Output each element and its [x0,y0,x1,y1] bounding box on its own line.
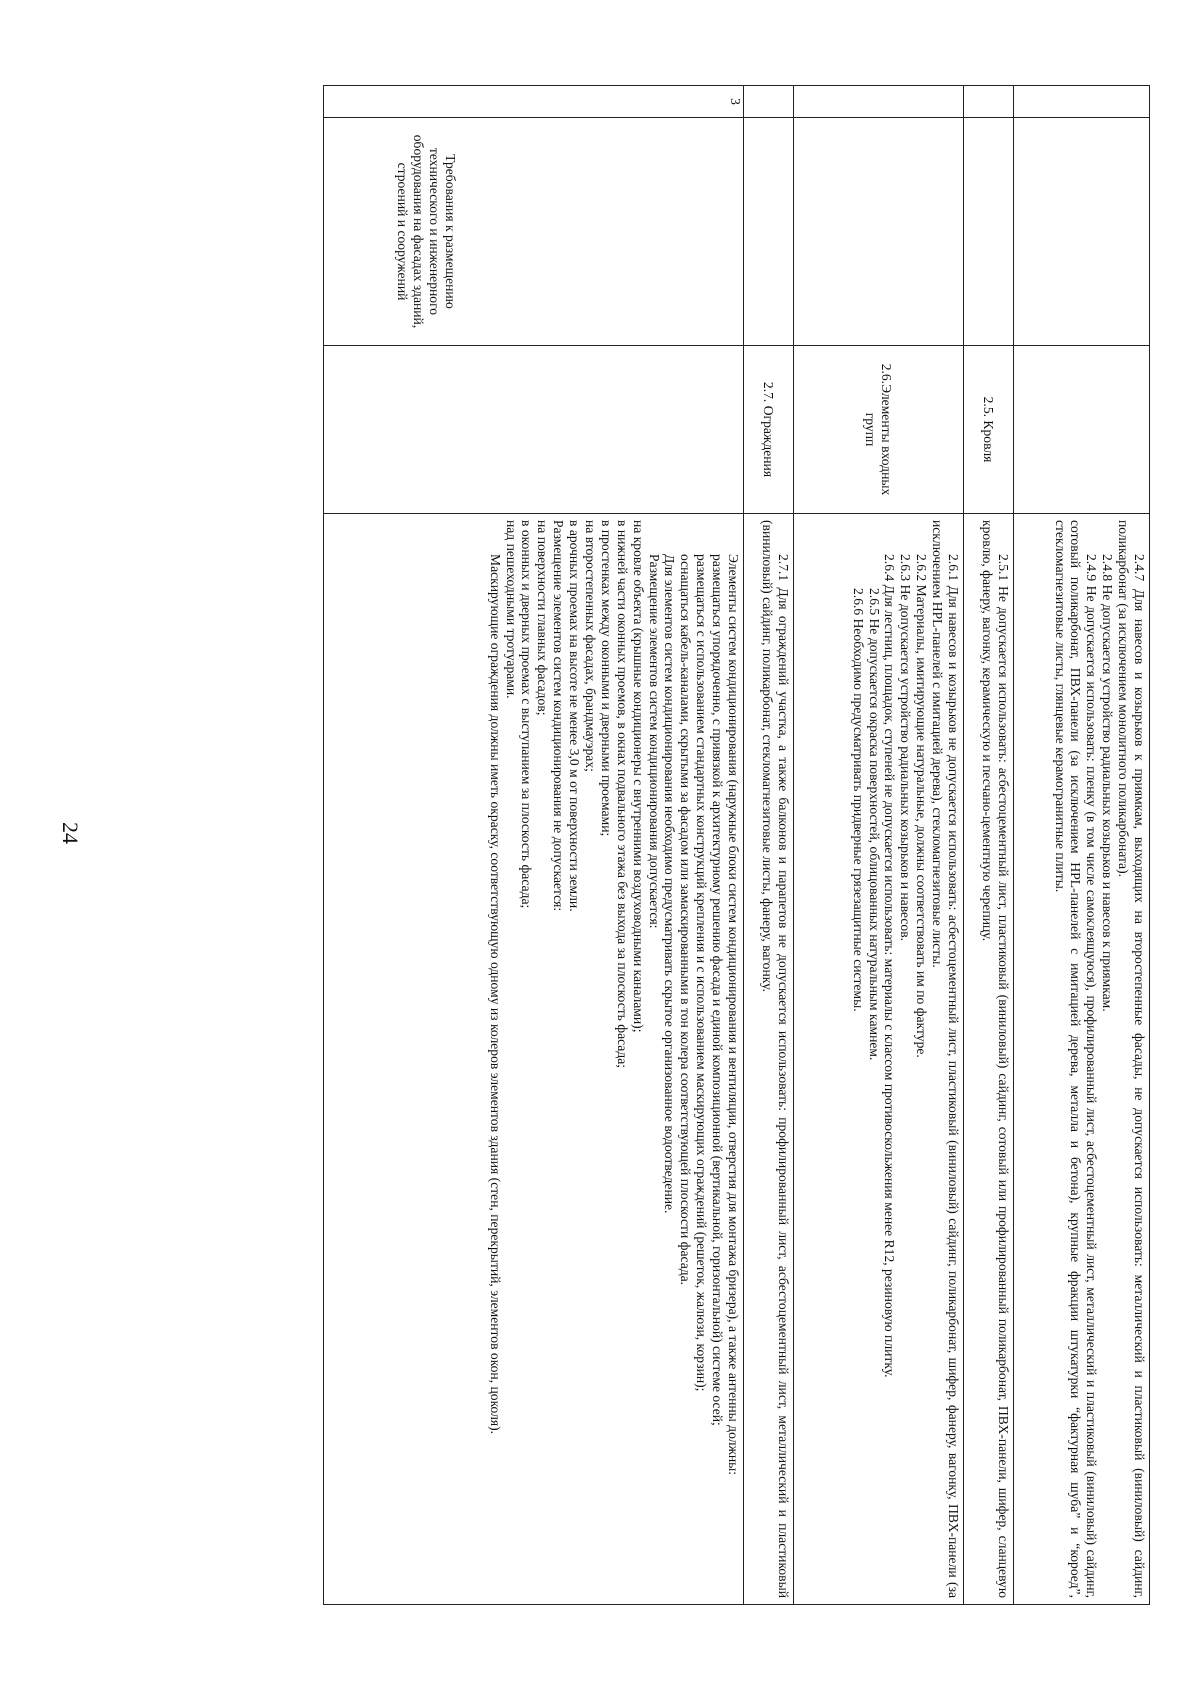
requirements-cell [794,514,964,1605]
paragraph: оснащаться кабель-каналами, скрытыми за фасадом или замаскированными в тон колера соответствующей плоскости фасада. [678,554,694,1286]
list-item: в оконных и дверных проемах с выступанием за плоскость фасада; [519,520,535,909]
subsection-title-fences: 2.7. Ограждения [744,346,794,514]
paragraph: Элементы систем кондиционирования (наружные блоки систем кондиционирования и вентиляции, отверстия для монтажа бризера), а также антенны должны: [726,554,741,1476]
requirements-table [323,85,1150,1605]
list-item: на кровле объекта (крышные кондиционеры с внутренними воздуховодными каналами); [630,520,646,1033]
table-row [794,86,964,1605]
clause-2-6-5: 2.6.5 Не допускается окраска поверхностей, облицованных натуральным камнем. [866,588,882,1061]
clause-2-6-3: 2.6.3 Не допускается устройство радиальных козырьков и навесов. [898,554,914,942]
clause-2-6-2: 2.6.2 Материалы, имитирующие натуральные, должны соответствовать им по фактуре. [914,554,930,1058]
subsection-title-cell [324,346,744,514]
paragraph: Размещение элементов систем кондиционирования не допускается: [551,520,567,912]
requirements-cell [964,514,1014,1605]
clause-2-4-8: 2.4.8 Не допускается устройство радиальных козырьков и навесов к приямкам. [1100,554,1116,1012]
subsection-title-entrance-groups: 2.6.Элементы входных групп [794,346,964,514]
section-number-cell [1014,86,1150,118]
section-title-cell [794,118,964,346]
section-title-cell [744,118,794,346]
table-row [324,86,744,1605]
list-item: над пешеходными тротуарами. [503,520,519,699]
page-number: 24 [58,822,83,844]
table-row [744,86,794,1605]
subsection-title-cell [1014,346,1150,514]
table-row [964,86,1014,1605]
requirements-cell [744,514,794,1605]
section-title-cell [1014,118,1150,346]
requirements-cell [1014,514,1150,1605]
section-number-cell [794,86,964,118]
paragraph: Маскирующие ограждения должны иметь окраску, соответствующую одному из колеров элементов здания (стен, перекрытий, элементов окон, цоколя). [487,554,503,1435]
list-item: в арочных проемах на высоте не менее 3,0 м от поверхности земли. [567,520,583,912]
clause-2-5-1: 2.5.1 Не допускается использовать: асбестоцементный лист, пластиковый (виниловый) сайдинг, сотовый или профилированный поликарбонат, ПВХ-панели, шифер, сланцевую кровлю, фанеру, вагонку, керамическую и песчано-цементную черепицу. [980,520,1011,1598]
paragraph: размещаться упорядоченно, с привязкой к архитектурному решению фасада и единой композиционной (вертикальной, горизонтальной) системе осей; [710,554,726,1426]
subsection-title-roof: 2.5. Кровля [964,346,1014,514]
section-title-cell [964,118,1014,346]
clause-2-4-9: 2.4.9 Не допускается использовать: пленку (в том числе самоклеящуюся), профилированный лист, асбестоцементный лист, металлический и пластиковый (виниловый) сайдинг, сотовый поликарбонат, ПВХ-панели (за исключением HPL-панелей с имитацией дерева, металла и бетона), крупные фракции штукатурки “фактурная шуба” и “короед”, стекломагнезитовые листы, глянцевые керамогранитные плиты. [1052,520,1100,1598]
list-item: в простенках между оконными и дверными проемами; [598,520,614,837]
list-item: на второстепенных фасадах, брандмауэрах; [582,520,598,772]
section-title-equipment: Требования к размещению технического и инженерного оборудования на фасадах зданий, строений и сооружений [324,118,744,346]
clause-2-6-1: 2.6.1 Для навесов и козырьков не допускается использовать: асбестоцементный лист, пластиковый (виниловый) сайдинг, поликарбонат, шифер, фанеру, вагонку, ПВХ-панели (за исключением HPL-панелей с имитацией дерева), стекломагнезитовые листы. [930,520,961,1598]
requirements-cell [324,514,744,1605]
clause-2-4-7: 2.4.7 Для навесов и козырьков к приямкам, выходящих на второстепенные фасады, не допускается использовать: металлический и пластиковый (виниловый) сайдинг, поликарбонат (за исключением монолитного поликарбоната). [1116,520,1147,1598]
clause-2-6-6: 2.6.6 Необходимо предусматривать придверные грязезащитные системы. [850,588,866,1012]
clause-2-6-4: 2.6.4 Для лестниц, площадок, ступеней не допускается использовать: материалы с классом противоскольжения менее R12, резиновую плитку. [882,554,898,1378]
section-number-cell [964,86,1014,118]
table-row [1014,86,1150,1605]
section-number-3: 3 [324,86,744,118]
list-item: на поверхности главных фасадов; [535,520,551,716]
document-frame [150,85,1150,1605]
paragraph: Размещение элементов систем кондиционирования допускается: [646,554,662,929]
list-item: в нижней части оконных проемов, в окнах подвального этажа без выхода за плоскость фасада; [614,520,630,1069]
paragraph: размещаться с использованием стандартных конструкций крепления и с использованием маскирующих ограждений (решеток, жалюзи, корзин); [694,554,710,1392]
rotated-table-sheet [150,85,1150,1605]
section-number-cell [744,86,794,118]
paragraph: Для элементов систем кондиционирования необходимо предусматривать скрытое организованное водоотведение. [662,554,678,1214]
clause-2-7-1: 2.7.1 Для ограждений участка, а также балконов и парапетов не допускается использовать: профилированный лист, асбестоцементный лист, металлический и пластиковый (виниловый) сайдинг, поликарбонат, стекломагнезитовые листы, фанеру, вагонку. [760,520,791,1598]
